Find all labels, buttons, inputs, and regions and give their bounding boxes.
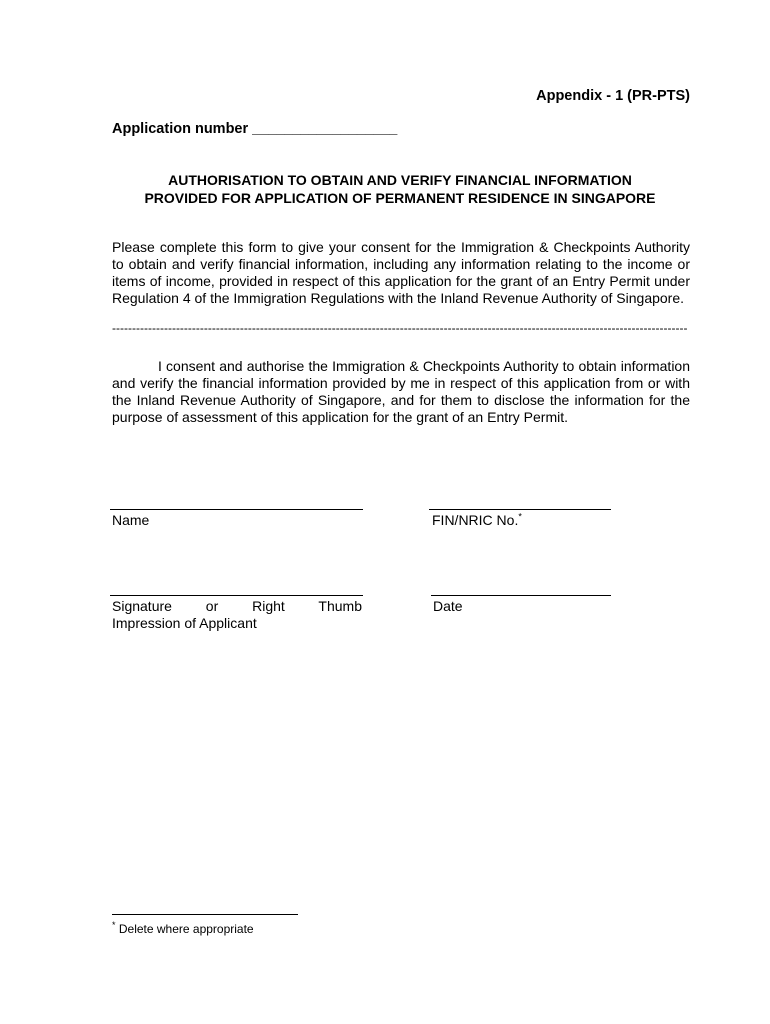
name-line[interactable]: [110, 509, 363, 510]
signature-label-line-1: Signature or Right Thumb: [112, 598, 362, 614]
signature-line[interactable]: [110, 595, 363, 596]
dashed-separator: ------------------------------------------------------------------------------------------------------------------------------------------------: [112, 322, 688, 334]
name-label: Name: [112, 512, 150, 528]
footnote-marker: *: [112, 920, 116, 930]
fin-nric-footnote-marker: *: [518, 511, 522, 522]
date-line[interactable]: [431, 595, 611, 596]
fin-nric-label: [432, 512, 522, 529]
footnote: [112, 922, 254, 936]
fin-nric-label-text: FIN/NRIC No.: [432, 512, 519, 528]
footnote-text: Delete where appropriate: [118, 922, 254, 936]
signature-label-line-2: Impression of Applicant: [112, 615, 257, 631]
form-title: [100, 171, 700, 207]
signature-label: [112, 598, 362, 632]
form-title-line-2: PROVIDED FOR APPLICATION OF PERMANENT RESIDENCE IN SINGAPORE: [144, 190, 656, 206]
footnote-rule: [112, 914, 298, 915]
instructions-paragraph: Please complete this form to give your consent for the Immigration & Checkpoints Authority to obtain and verify financial information, including any information relating to the income or items of income, provided in respect of this application for the grant of an Entry Permit under Regulation 4 of the Immigration Regulations with the Inland Revenue Authority of Singapore.: [112, 239, 690, 306]
consent-paragraph: I consent and authorise the Immigration & Checkpoints Authority to obtain information and verify the financial information provided by me in respect of this application from or with the Inland Revenue Authority of Singapore, and for them to disclose the information for the purpose of assessment of this application for the grant of an Entry Permit.: [112, 358, 690, 425]
fin-nric-line[interactable]: [429, 509, 611, 510]
appendix-label: Appendix - 1 (PR-PTS): [536, 88, 690, 104]
application-number-label: Application number __________________: [112, 121, 398, 137]
date-label: Date: [433, 598, 463, 614]
form-title-line-1: AUTHORISATION TO OBTAIN AND VERIFY FINANCIAL INFORMATION: [168, 172, 632, 188]
